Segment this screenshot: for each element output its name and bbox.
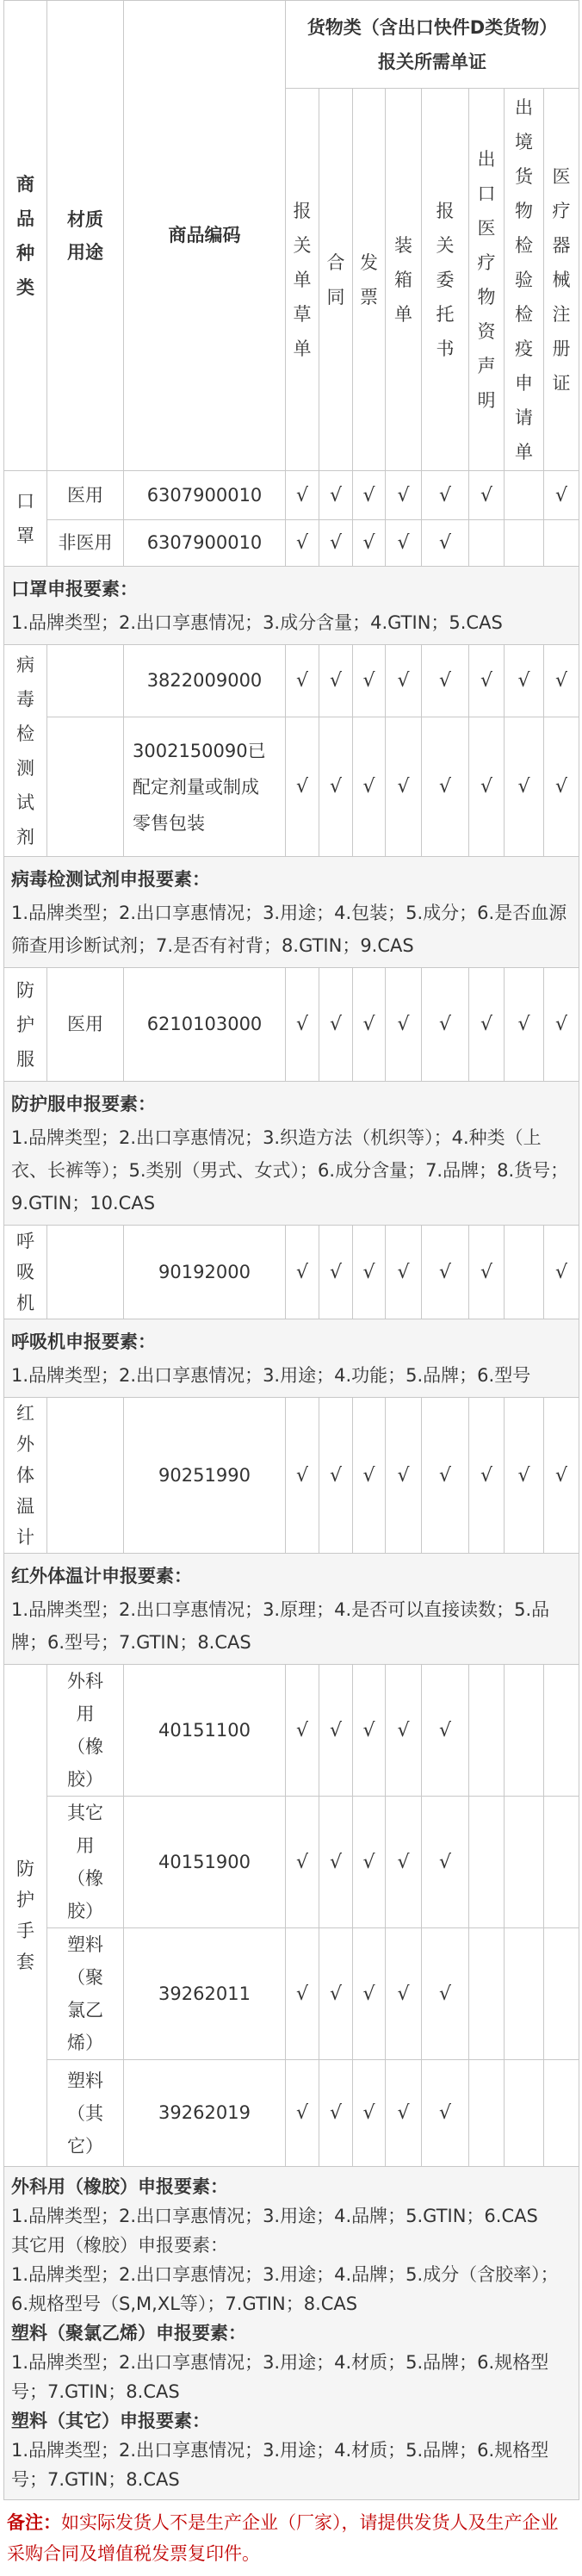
- doc-mark-cell: √: [353, 1398, 386, 1554]
- doc-mark-cell: [505, 471, 544, 520]
- material-use-cell: 非医用: [47, 520, 124, 567]
- product-code-cell: 6210103000: [124, 968, 286, 1082]
- requirements-title: 口罩申报要素：: [11, 579, 138, 599]
- doc-mark-cell: √: [422, 1797, 469, 1928]
- doc-mark-cell: [469, 1797, 505, 1928]
- material-use-cell: [47, 645, 124, 717]
- doc-mark-cell: √: [353, 645, 386, 717]
- requirements-row: [4, 2167, 579, 2500]
- material-use-cell: 塑料（其它）: [47, 2060, 124, 2167]
- doc-mark-cell: √: [422, 1928, 469, 2060]
- doc-mark-cell: √: [353, 1928, 386, 2060]
- doc-mark-cell: √: [319, 2060, 353, 2167]
- doc-mark-cell: √: [386, 1398, 422, 1554]
- header-material-use: 材质用途: [47, 1, 124, 471]
- material-use-cell: 外科用（橡胶）: [47, 1665, 124, 1797]
- doc-mark-cell: √: [386, 968, 422, 1082]
- doc-mark-cell: [505, 2060, 544, 2167]
- table-row: [4, 645, 579, 717]
- table-row: [4, 968, 579, 1082]
- doc-mark-cell: √: [353, 1226, 386, 1319]
- doc-mark-cell: √: [422, 1226, 469, 1319]
- category-cell: 呼吸机: [4, 1226, 47, 1319]
- requirements-title: 塑料（聚氯乙烯）申报要素：: [11, 2323, 246, 2343]
- doc-mark-cell: √: [286, 1398, 319, 1554]
- doc-header-2: 发票: [353, 89, 386, 471]
- doc-mark-cell: √: [422, 717, 469, 857]
- doc-mark-cell: √: [286, 1665, 319, 1797]
- table-row: [4, 471, 579, 520]
- requirements-cell: [4, 857, 579, 968]
- doc-mark-cell: √: [319, 1928, 353, 2060]
- doc-mark-cell: √: [544, 1398, 579, 1554]
- material-use-cell: [47, 1226, 124, 1319]
- material-use-cell: [47, 717, 124, 857]
- doc-mark-cell: √: [353, 968, 386, 1082]
- material-use-cell: [47, 1398, 124, 1554]
- doc-mark-cell: √: [505, 645, 544, 717]
- doc-mark-cell: √: [353, 717, 386, 857]
- doc-header-4: 报关委托书: [422, 89, 469, 471]
- doc-mark-cell: √: [319, 520, 353, 567]
- table-body: [4, 471, 579, 2500]
- doc-mark-cell: [505, 520, 544, 567]
- doc-header-5: 出口医疗物资声明: [469, 89, 505, 471]
- requirements-body: 1.品牌类型；2.出口享惠情况；3.用途；4.品牌；5.GTIN；6.CAS: [11, 2206, 538, 2226]
- doc-mark-cell: [544, 1928, 579, 2060]
- product-code-cell: 90192000: [124, 1226, 286, 1319]
- product-code-cell: 3002150090已配定剂量或制成零售包装: [124, 717, 286, 857]
- category-cell: 防护服: [4, 968, 47, 1082]
- doc-mark-cell: √: [469, 968, 505, 1082]
- product-code-cell: 3822009000: [124, 645, 286, 717]
- doc-mark-cell: √: [286, 1226, 319, 1319]
- requirements-cell: [4, 1319, 579, 1398]
- doc-mark-cell: √: [422, 968, 469, 1082]
- customs-docs-table: [3, 0, 579, 2500]
- doc-mark-cell: √: [386, 717, 422, 857]
- product-code-cell: 40151100: [124, 1665, 286, 1797]
- product-code-cell: 40151900: [124, 1797, 286, 1928]
- doc-mark-cell: √: [469, 471, 505, 520]
- requirements-cell: [4, 1082, 579, 1226]
- requirements-row: [4, 1319, 579, 1398]
- doc-mark-cell: √: [422, 1665, 469, 1797]
- doc-mark-cell: [544, 1665, 579, 1797]
- requirements-title: 防护服申报要素：: [11, 1094, 156, 1114]
- requirements-body: 1.品牌类型；2.出口享惠情况；3.织造方法（机织等）；4.种类（上衣、长裤等）；5.类别（男式、女式）；6.成分含量；7.品牌；8.货号；9.GTIN；10.CAS: [11, 1127, 569, 1214]
- doc-mark-cell: √: [386, 1665, 422, 1797]
- doc-mark-cell: √: [544, 717, 579, 857]
- doc-mark-cell: √: [286, 471, 319, 520]
- doc-mark-cell: √: [505, 1398, 544, 1554]
- doc-mark-cell: [505, 1226, 544, 1319]
- doc-mark-cell: [469, 1928, 505, 2060]
- requirements-cell: [4, 567, 579, 645]
- doc-mark-cell: √: [422, 2060, 469, 2167]
- doc-header-0: 报关单草单: [286, 89, 319, 471]
- requirements-row: [4, 857, 579, 968]
- category-cell: 防护手套: [4, 1665, 47, 2167]
- doc-mark-cell: [544, 2060, 579, 2167]
- table-row: [4, 1797, 579, 1928]
- table-row: [4, 717, 579, 857]
- doc-mark-cell: √: [353, 2060, 386, 2167]
- doc-mark-cell: √: [386, 1797, 422, 1928]
- note-label: 备注：: [7, 2512, 61, 2533]
- doc-mark-cell: √: [286, 645, 319, 717]
- doc-mark-cell: √: [386, 645, 422, 717]
- doc-mark-cell: √: [544, 471, 579, 520]
- doc-mark-cell: √: [422, 645, 469, 717]
- doc-mark-cell: √: [469, 717, 505, 857]
- doc-mark-cell: [544, 1797, 579, 1928]
- doc-mark-cell: √: [319, 717, 353, 857]
- doc-mark-cell: √: [319, 1797, 353, 1928]
- doc-mark-cell: √: [386, 471, 422, 520]
- requirements-body: 1.品牌类型；2.出口享惠情况；3.用途；4.材质；5.品牌；6.规格型号；7.GTIN；8.CAS: [11, 2352, 549, 2402]
- doc-mark-cell: [469, 520, 505, 567]
- doc-mark-cell: √: [469, 1398, 505, 1554]
- requirements-cell: [4, 1554, 579, 1665]
- product-code-cell: 90251990: [124, 1398, 286, 1554]
- requirements-row: [4, 567, 579, 645]
- doc-mark-cell: √: [386, 1928, 422, 2060]
- material-use-cell: 塑料（聚氯乙烯）: [47, 1928, 124, 2060]
- doc-mark-cell: √: [286, 2060, 319, 2167]
- doc-mark-cell: √: [286, 1797, 319, 1928]
- doc-mark-cell: √: [544, 645, 579, 717]
- table-row: [4, 1226, 579, 1319]
- doc-mark-cell: √: [386, 1226, 422, 1319]
- doc-mark-cell: √: [544, 1226, 579, 1319]
- doc-mark-cell: √: [286, 968, 319, 1082]
- requirements-title: 呼吸机申报要素：: [11, 1331, 156, 1352]
- category-cell: 口罩: [4, 471, 47, 567]
- category-cell: 红外体温计: [4, 1398, 47, 1554]
- product-code-cell: 6307900010: [124, 471, 286, 520]
- product-code-cell: 39262011: [124, 1928, 286, 2060]
- doc-mark-cell: √: [319, 1226, 353, 1319]
- requirements-title: 外科用（橡胶）申报要素：: [11, 2176, 228, 2197]
- requirements-title: 红外体温计申报要素：: [11, 1566, 192, 1586]
- requirements-title: 病毒检测试剂申报要素：: [11, 869, 210, 890]
- doc-mark-cell: √: [386, 2060, 422, 2167]
- requirements-row: [4, 1082, 579, 1226]
- requirements-cell: [4, 2167, 579, 2500]
- doc-mark-cell: [544, 520, 579, 567]
- doc-mark-cell: √: [286, 717, 319, 857]
- category-cell: 病毒检测试剂: [4, 645, 47, 857]
- material-use-cell: 医用: [47, 968, 124, 1082]
- table-row: [4, 520, 579, 567]
- doc-mark-cell: [469, 2060, 505, 2167]
- doc-mark-cell: [469, 1665, 505, 1797]
- doc-mark-cell: √: [422, 1398, 469, 1554]
- doc-mark-cell: √: [319, 968, 353, 1082]
- doc-mark-cell: √: [319, 1665, 353, 1797]
- doc-mark-cell: √: [505, 968, 544, 1082]
- doc-mark-cell: √: [422, 471, 469, 520]
- requirements-body: 1.品牌类型；2.出口享惠情况；3.用途；4.品牌；5.成分（含胶率）；6.规格型号（S,M,XL等）；7.GTIN；8.CAS: [11, 2264, 559, 2314]
- material-use-cell: 其它用（橡胶）: [47, 1797, 124, 1928]
- requirements-title: 其它用（橡胶）申报要素：: [11, 2235, 228, 2256]
- table-row: [4, 1398, 579, 1554]
- material-use-cell: 医用: [47, 471, 124, 520]
- note: [3, 2500, 579, 2576]
- header-goods-type: 商品种类: [4, 1, 47, 471]
- doc-mark-cell: √: [319, 645, 353, 717]
- table-row: [4, 2060, 579, 2167]
- doc-mark-cell: √: [505, 717, 544, 857]
- doc-header-1: 合同: [319, 89, 353, 471]
- requirements-row: [4, 1554, 579, 1665]
- doc-mark-cell: √: [319, 1398, 353, 1554]
- requirements-body: 1.品牌类型；2.出口享惠情况；3.用途；4.功能；5.品牌；6.型号: [11, 1365, 531, 1386]
- product-code-cell: 6307900010: [124, 520, 286, 567]
- doc-mark-cell: √: [544, 968, 579, 1082]
- requirements-body: 1.品牌类型；2.出口享惠情况；3.成分含量；4.GTIN；5.CAS: [11, 612, 503, 633]
- doc-mark-cell: √: [286, 520, 319, 567]
- doc-mark-cell: √: [353, 1797, 386, 1928]
- doc-mark-cell: √: [353, 1665, 386, 1797]
- product-code-cell: 39262019: [124, 2060, 286, 2167]
- doc-header-6: 出境货物检验检疫申请单: [505, 89, 544, 471]
- requirements-title: 塑料（其它）申报要素：: [11, 2411, 210, 2431]
- doc-mark-cell: √: [353, 520, 386, 567]
- doc-mark-cell: √: [469, 1226, 505, 1319]
- note-text: 如实际发货人不是生产企业（厂家），请提供发货人及生产企业采购合同及增值税发票复印件。: [7, 2512, 559, 2564]
- table-row: [4, 1665, 579, 1797]
- doc-mark-cell: √: [286, 1928, 319, 2060]
- customs-docs-page: [3, 0, 579, 2576]
- doc-mark-cell: [505, 1665, 544, 1797]
- doc-mark-cell: [505, 1797, 544, 1928]
- requirements-body: 1.品牌类型；2.出口享惠情况；3.用途；4.材质；5.品牌；6.规格型号；7.GTIN；8.CAS: [11, 2440, 549, 2490]
- doc-mark-cell: √: [353, 471, 386, 520]
- doc-mark-cell: √: [422, 520, 469, 567]
- requirements-body: 1.品牌类型；2.出口享惠情况；3.用途；4.包装；5.成分；6.是否血源筛查用诊断试剂；7.是否有衬背；8.GTIN；9.CAS: [11, 903, 567, 956]
- header-product-code: 商品编码: [124, 1, 286, 471]
- table-row: [4, 1928, 579, 2060]
- doc-mark-cell: √: [386, 520, 422, 567]
- doc-header-7: 医疗器械注册证: [544, 89, 579, 471]
- doc-mark-cell: √: [319, 471, 353, 520]
- doc-header-3: 装箱单: [386, 89, 422, 471]
- doc-mark-cell: √: [469, 645, 505, 717]
- doc-mark-cell: [505, 1928, 544, 2060]
- requirements-body: 1.品牌类型；2.出口享惠情况；3.原理；4.是否可以直接读数；5.品牌；6.型号；7.GTIN；8.CAS: [11, 1599, 550, 1653]
- header-docs-group: 货物类（含出口快件D类货物）报关所需单证: [286, 1, 579, 89]
